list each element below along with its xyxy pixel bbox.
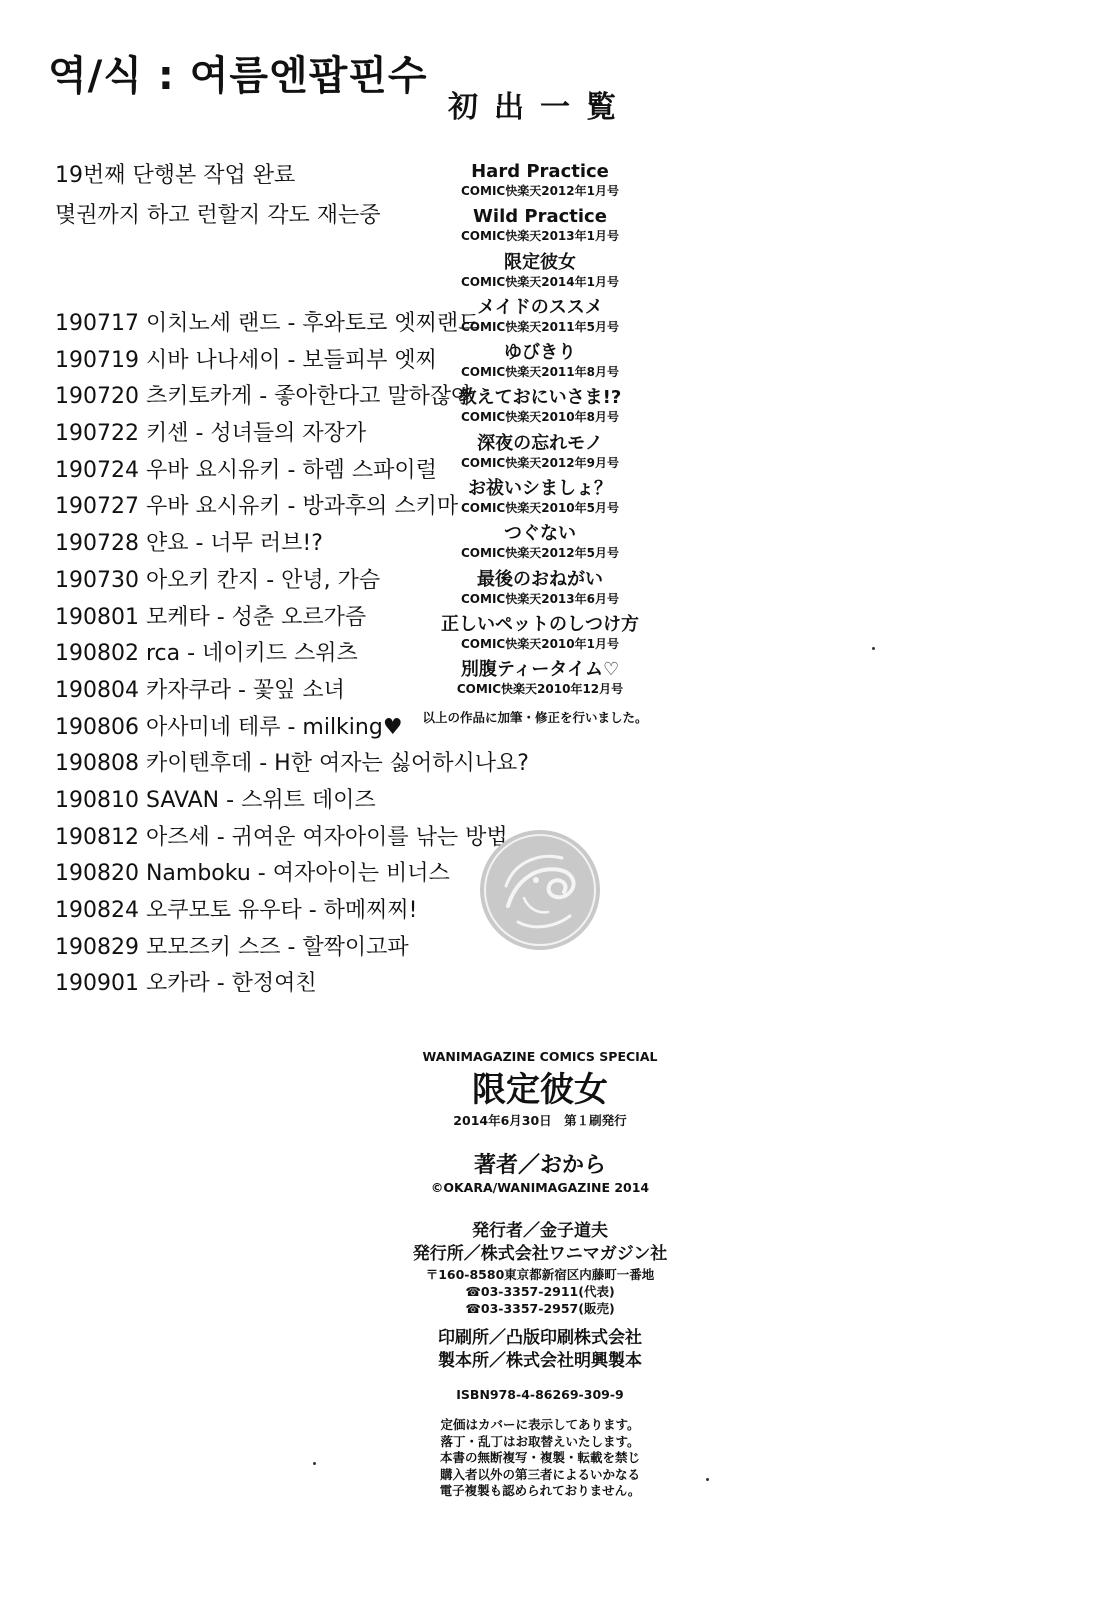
print-speck: [706, 1478, 709, 1481]
story-title: Wild Practice: [473, 206, 607, 228]
story-source: COMIC快楽天2011年8月号: [461, 365, 619, 380]
story-source: COMIC快楽天2012年5月号: [461, 546, 619, 561]
log-entry: 190824 오쿠모토 유우타 - 하메찌찌!: [55, 898, 418, 923]
log-entry: 190804 카자쿠라 - 꽃잎 소녀: [55, 677, 345, 703]
log-entry: 190808 카이텐후데 - H한 여자는 싫어하시나요?: [55, 751, 529, 777]
story-source: COMIC快楽天2010年5月号: [461, 501, 619, 516]
log-entry: 190722 키센 - 성녀들의 자장가: [55, 421, 367, 447]
publication-item: [380, 658, 700, 703]
story-source: COMIC快楽天2014年1月号: [461, 274, 619, 289]
log-entry: 190727 우바 요시유키 - 방과후의 스키마: [55, 494, 459, 520]
story-title: メイドのススメ: [477, 296, 603, 318]
print-speck: [872, 647, 875, 650]
series-name: WANIMAGAZINE COMICS SPECIAL: [422, 1049, 658, 1064]
log-entry: 190806 아사미네 테루 - milking♥: [55, 714, 403, 740]
story-source: COMIC快楽天2013年6月号: [461, 591, 619, 606]
publication-item: [380, 522, 700, 567]
story-title: 教えておにいさま!?: [458, 387, 622, 409]
story-source: COMIC快楽天2010年8月号: [461, 410, 619, 425]
publication-item: [380, 251, 700, 296]
legal-notice: [380, 1417, 700, 1500]
story-title: 深夜の忘れモノ: [477, 432, 603, 454]
publication-item: [380, 613, 700, 658]
story-title: ゆびきり: [504, 342, 576, 364]
publisher-person: 発行者／金子道夫: [472, 1221, 608, 1241]
story-source: COMIC快楽天2010年1月号: [461, 636, 619, 651]
story-title: お祓いシましょ？: [468, 478, 612, 500]
publisher-company: 発行所／株式会社ワニマガジン社: [412, 1244, 668, 1264]
story-source: COMIC快楽天2012年1月号: [461, 184, 619, 198]
publication-item: [380, 205, 700, 250]
publication-heading: 初出一覧: [448, 90, 632, 125]
log-entry: 190719 시바 나나세이 - 보들피부 엣찌: [55, 347, 437, 373]
log-entry: 190901 오카라 - 한정여친: [55, 971, 317, 997]
notice-line: 購入者以外の第三者によるいかなる: [439, 1466, 640, 1482]
publication-item: [380, 568, 700, 613]
colophon: [380, 1046, 700, 1500]
credit-title: 역/식 : 여름엔팝핀수: [48, 53, 428, 99]
log-entry: 190724 우바 요시유키 - 하렘 스파이럴: [55, 457, 437, 483]
isbn: ISBN978-4-86269-309-9: [456, 1387, 624, 1402]
log-entry: 190730 아오키 칸지 - 안녕, 가슴: [55, 567, 381, 593]
address: 〒160-8580東京都新宿区内藤町一番地: [425, 1267, 655, 1282]
log-entry: 190812 아즈세 - 귀여운 여자아이를 낚는 방법: [55, 824, 508, 850]
notice-line: 電子複製も認められておりません。: [439, 1483, 641, 1498]
publication-item: [380, 386, 700, 431]
publication-note: 以上の作品に加筆・修正を行いました。: [422, 710, 648, 725]
copyright: ©OKARA/WANIMAGAZINE 2014: [430, 1180, 650, 1195]
publication-item: [380, 432, 700, 477]
book-title: 限定彼女: [472, 1070, 608, 1110]
publication-item: [380, 160, 700, 205]
story-title: つぐない: [504, 523, 576, 545]
story-source: COMIC快楽天2010年12月号: [456, 682, 624, 697]
phone-representative: ☎03-3357-2911(代表): [465, 1284, 615, 1299]
story-title: 限定彼女: [504, 251, 576, 273]
intro-notes: [55, 156, 381, 236]
publication-item: [380, 296, 700, 341]
log-entry: 190802 rca - 네이키드 스위츠: [55, 641, 358, 667]
story-title: Hard Practice: [471, 161, 609, 182]
publication-list: [380, 160, 700, 704]
publication-item: [380, 477, 700, 522]
publication-item: [380, 341, 700, 386]
log-entry: 190820 Namboku - 여자아이는 비너스: [55, 861, 450, 887]
log-entry: 190717 이치노세 랜드 - 후와토로 엣찌랜드: [55, 311, 480, 336]
story-source: COMIC快楽天2011年5月号: [461, 319, 619, 334]
log-entry: 190720 츠키토카게 - 좋아한다고 말하잖아: [55, 384, 473, 410]
notice-line: 本書の無断複写・複製・転載を禁じ: [439, 1450, 640, 1465]
printer: 印刷所／凸版印刷株式会社: [438, 1328, 642, 1348]
story-source: COMIC快楽天2013年1月号: [461, 229, 619, 244]
notice-line: 落丁・乱丁はお取替えいたします。: [440, 1433, 640, 1449]
story-title: 最後のおねがい: [477, 568, 603, 590]
log-entry: 190810 SAVAN - 스위트 데이즈: [55, 787, 376, 813]
phone-sales: ☎03-3357-2957(販売): [465, 1301, 615, 1316]
log-entry: 190801 모케타 - 성춘 오르가즘: [55, 604, 367, 630]
log-entry: 190728 얀요 - 너무 러브!?: [55, 531, 323, 557]
story-title: 正しいペットのしつけ方: [441, 613, 639, 635]
publish-date: 2014年6月30日 第１刷発行: [453, 1113, 627, 1128]
intro-line: 19번째 단행본 작업 완료: [55, 163, 296, 188]
story-source: COMIC快楽天2012年9月号: [461, 455, 619, 470]
publisher-seal-icon: [478, 828, 602, 952]
author: 著者／おから: [473, 1153, 606, 1178]
notice-line: 定価はカバーに表示してあります。: [440, 1417, 640, 1432]
log-entry: 190829 모모즈키 스즈 - 할짝이고파: [55, 934, 409, 960]
intro-line: 몇권까지 하고 런할지 각도 재는중: [55, 203, 381, 228]
print-speck: [313, 1462, 316, 1465]
binder: 製本所／株式会社明興製本: [438, 1351, 642, 1371]
story-title: 別腹ティータイム♡: [460, 659, 620, 681]
